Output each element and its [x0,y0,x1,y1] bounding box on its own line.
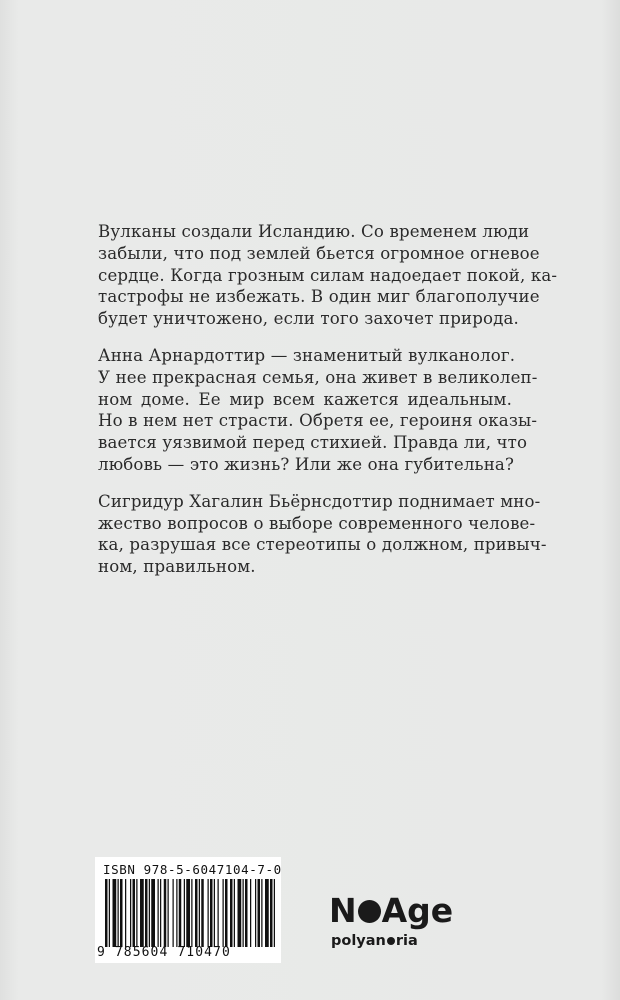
blurb-line: вается уязвимой перед стихией. Правда ли, что [98,433,528,453]
barcode-bar [191,879,192,947]
barcode-bar [113,879,117,947]
blurb-line: Анна Арнардоттир — знаменитый вулканолог. [98,345,516,365]
barcode-bar [149,879,150,947]
barcode-bar [225,879,228,947]
blurb-line: жество вопросов о выборе современного челове- [98,513,536,533]
blurb-line: сердце. Когда грозным силам надоедает покой, ка- [98,265,558,285]
blurb-line: ка, разрушая все стереотипы о должном, привыч- [98,535,547,555]
barcode-bar [145,879,148,947]
barcode-bar [214,879,215,947]
noage-logo [329,893,453,929]
blurb-line: ном, правильном. [98,557,256,577]
isbn-label: ISBN 978-5-6047104-7-0 [103,862,282,877]
imprint-text-left: polyan [331,933,386,949]
barcode-bar [120,879,123,947]
blurb-line: тастрофы не избежать. В один миг благополучие [98,287,540,307]
barcode-bar [245,879,248,947]
barcode-bar [125,879,126,947]
barcode-bar [208,879,209,947]
barcode-bars [105,879,275,947]
blurb-text [98,221,558,593]
barcode-bar [136,879,137,947]
barcode-bar [158,879,159,947]
barcode-bar [118,879,119,947]
blurb-line: Вулканы создали Исландию. Со временем люди [98,222,530,241]
logo-text-left: N [329,891,357,930]
barcode-bar [223,879,224,947]
barcode-bar [105,879,108,947]
barcode-bar [218,879,219,947]
barcode-bar [265,879,269,947]
barcode-bar [270,879,273,947]
barcode-bar [250,879,251,947]
blurb-line: ном доме. Ее мир всем кажется идеальным. [98,389,512,409]
blurb-line: любовь — это жизнь? Или же она губительна? [98,454,515,474]
barcode-bar [176,879,177,947]
barcode-bar [258,879,261,947]
blurb-line: Сигридур Хагалин Бьёрнсдоттир поднимает мно- [98,491,541,511]
blurb-line: забыли, что под землей бьется огромное огневое [98,243,540,263]
barcode-bar [195,879,198,947]
barcode-bar [238,879,242,947]
barcode-bar [230,879,233,947]
barcode-bar [261,879,262,947]
barcode-bar [210,879,213,947]
barcode-bar [201,879,204,947]
logo-text-right: Age [381,891,454,930]
imprint-name [331,933,418,949]
barcode-bar [255,879,256,947]
barcode-digits: 9 785604 710470 [97,945,231,960]
isbn-barcode [95,857,281,963]
barcode-bar [184,879,185,947]
barcode-bar [130,879,131,947]
blurb-paragraph-2 [98,345,538,476]
barcode-bar [140,879,144,947]
blurb-paragraph-3 [98,491,547,578]
publisher-logo [329,893,469,963]
barcode-bar [199,879,200,947]
barcode-bar [168,879,169,947]
logo-dot-icon [358,900,381,923]
barcode-bar [160,879,161,947]
barcode-bar [243,879,244,947]
blurb-line: У нее прекрасная семья, она живет в великолеп- [98,367,538,387]
barcode-bar [164,879,167,947]
barcode-bar [151,879,155,947]
barcode-bar [234,879,235,947]
barcode-bar [173,879,174,947]
barcode-bar [186,879,190,947]
barcode-bar [133,879,136,947]
imprint-text-right: ria [395,933,418,949]
blurb-line: будет уничтожено, если того захочет природа. [98,309,519,329]
blurb-line: Но в нем нет страсти. Обретя ее, героиня оказы- [98,411,538,431]
barcode-bar [179,879,182,947]
barcode-bar [274,879,275,947]
blurb-paragraph-1 [98,221,558,330]
barcode-bar [109,879,110,947]
imprint-dot [387,937,395,945]
